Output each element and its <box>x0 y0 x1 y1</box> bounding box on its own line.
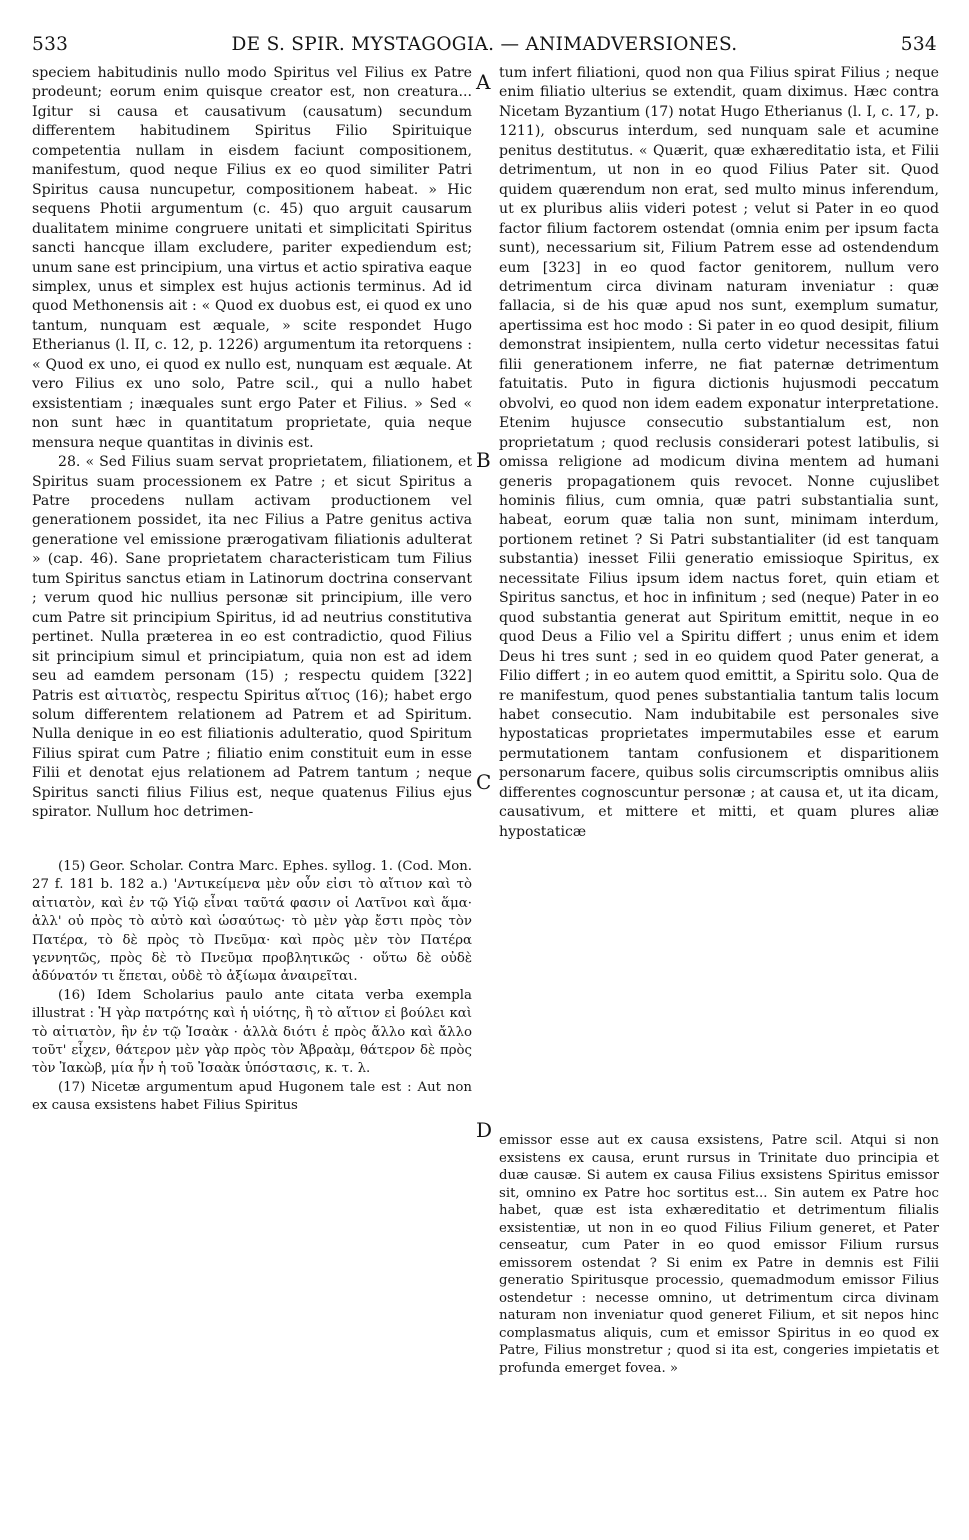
footnote-15: (15) Geor. Scholar. Contra Marc. Ephes. syllog. 1. (Cod. Mon. 27 f. 181 b. 182 a.) 'Αντικείμενα μὲν οὖν εἰσι τὸ αἴτιον καὶ τὸ αἰτιατὸν, καὶ ἐν τῷ Υἱῷ εἶναι ταῦτά φασιν οἱ Λατῖνοι καὶ ἅμα· ἀλλ' οὐ πρὸς τὸ αὐτὸ καὶ ὡσαύτως· τὸ μὲν γὰρ ἔστι πρὸς τὸν Πατέρα, τὸ δὲ πρὸς τὸ Πνεῦμα· καὶ πρὸς μὲν τὸν Πατέρα γεννητῶς, πρὸς δὲ τὸ Πνεῦμα προβλητικῶς · οὕτω δὲ οὐδὲ ἀδύνατόν τι ἕπεται, οὐδὲ τὸ ἀξίωμα ἀναιρεῖται. <box>32 859 472 985</box>
footnote-17: (17) Nicetæ argumentum apud Hugonem tale est : Aut non ex causa exsistens habet Filius Spiritus <box>32 1079 472 1114</box>
margin-marker-c: C <box>476 770 492 794</box>
running-header <box>32 34 937 60</box>
left-column <box>32 64 472 844</box>
footnotes-left <box>32 858 472 1526</box>
page-number-right: 534 <box>900 34 937 55</box>
right-paragraph-1: tum infert filiationi, quod non qua Filius spirat Filius ; neque enim filiatio ulterius se extendit, quam diximus. Hæc contra Nicetam Byzantium (17) notat Hugo Etherianus (l. I, c. 17, p. 1211), obscurus interdum, sed nunquam sale et acumine penitus destitutus. « Quærit, quæ exhæreditatio ista, et Filii detrimentum, ut non in eo quod Filius Pater sit. Quod quidem quærendum non erat, sed multo minus inferendum, ut ex pluribus aliis videri potest ; velut si Pater in eo quod factor filium factorem ostendat (omnia enim per ipsum facta sunt), necessarium sit, Filium Patrem esse ad ostendendum eum [323] in eo quod factor genitorem, nullum vero detrimentum circa divinam naturam inveniatur : quæ fallacia, si de his quæ apud nos sunt, exemplum sumatur, apertissima est hoc modo : Si pater in eo quod desipit, filium demonstrat insipientem, nulla certo videtur necessitas fatui filii generationem inferre, ne fiat paternæ detrimentum fatuitatis. Puto in figura dictionis hujusmodi peccatum obvolvi, eo quod non idem eadem exponatur interpretatione. Etenim hujusce consecutio substantialum est, non proprietatum ; quod reclusis considerari potest latibulis, si omissa religione ad modicum divina mentem ad humani generis propagationem quis revocet. Nonne cujuslibet hominis filius, cum omnia, quæ patri substantialia sunt, habeat, eorum quæ talia non sunt, minimam interdum, portionem retinet ? Si Patri substantialiter (id est tanquam substantia) inesset Filii generatio emissioque Spiritus, ex necessitate Filius ipsum idem nactus foret, quin etiam et Spiritus sanctus, et hoc in infinitum ; sed (neque) Pater in eo quod substantia generat aut Spiritum emittit, neque in eo quod Deus a Filio vel a Spiritu differt ; unus enim et idem Deus hi tres sunt ; sed in eo quidem quod Pater generat, a Filio differt ; in eo autem quod emittit, a Spiritu solo. Qua de re manifestum, quod penes substantialia tantum talis locum habet consecutio. Nam indubitabile est personales sive hypostaticas proprietates impermutabiles esse et earum permutationem tantam confusionem et disparitionem personarum facere, quibus solis circumscriptis omnibus aliis differentes cognoscuntur personæ ; at causa et, ut ita dicam, causativum, et mittere et mitti, et quam plures aliæ hypostaticæ <box>499 65 939 840</box>
margin-marker-d: D <box>476 1118 493 1142</box>
running-title: DE S. SPIR. MYSTAGOGIA. — ANIMADVERSIONES. <box>231 34 738 55</box>
margin-marker-b: B <box>476 448 491 472</box>
footnotes-right <box>499 1132 939 1524</box>
left-paragraph-1: speciem habitudinis nullo modo Spiritus vel Filius ex Patre prodeunt; eorum enim quisque creator est, non creatura... Igitur si causa et causativum (causatum) secundum differentem habitudinem Spiritus Filio Spirituique competentia nullam in eisdem faciunt compositionem, manifestum, quod neque Filius ex eo quod similiter Patri Spiritus causa nuncupetur, compositionem habeat. » Hic sequens Photii argumentum (c. 45) quo arguit causarum dualitatem minime congruere unitati et simplicitati Spiritus sancti hancque illam excludere, pariter expediendum est; unum sane est principium, una virtus et actio spirativa eaque simplex, unus et simplex est hujus actionis terminus. Ad id quod Methonensis ait : « Quod ex duobus est, ei quod ex uno tantum, nunquam est æquale, » scite respondet Hugo Etherianus (l. II, c. 12, p. 1226) argumentum ita retorquens : « Quod ex uno, ei quod ex nullo est, nunquam est æquale. At vero Filius ex uno solo, Patre scil., qui a nullo habet exsistentiam ; inæquales sunt ergo Pater et Filius. » Sed « non sunt hæc in quantitatum proprietate, quia neque mensura neque quantitas in divinis est. <box>32 65 472 451</box>
page-number-left: 533 <box>32 34 69 55</box>
footnote-16: (16) Idem Scholarius paulo ante citata verba exempla illustrat : Ἡ γὰρ πατρότης καὶ ἡ υἱότης, ἢ τὸ αἴτιον εἰ βούλει καὶ τὸ αἰτιατὸν, ἣν ἐν τῷ Ἰσαὰκ · ἀλλὰ διότι ἐ πρὸς ἄλλο καὶ ἄλλο τοῦτ' εἶχεν, θάτερον μὲν γὰρ πρὸς τὸν Ἀβραὰμ, θάτερον δὲ πρὸς τὸν Ἰακὼβ, μία ἦν ἡ τοῦ Ἰσαὰκ ὑπόστασις, κ. τ. λ. <box>32 987 472 1077</box>
footnote-17-continued: emissor esse aut ex causa exsistens, Patre scil. Atqui si non exsistens ex causa, erunt rursus in Trinitate duo principia et duæ causæ. Si autem ex causa Filius exsistens Spiritus emissor sit, omnino ex Patre hoc sortitus est... Sin autem ex Patre hoc habet, quæ est ista exhæreditatio et detrimentum filialis exsistentiæ, ut non in eo quod Filius Filium generet, et Pater censeatur, cum Pater in eo quod emissor Filium rursus emissorem ostendat ? Si enim ex Patre in demnis est Filii generatio Spiritusque processio, quemadmodum emissor Filius ostendetur : necesse omnino, ut detrimentum circa divinam naturam non inveniatur quod generet Filium, et sit nepos hinc complasmatus aliquis, cum et emissor Spiritus in eo quod ex Patre, Filius monstretur ; quod si ita est, congeries impietatis et profunda emerget fovea. » <box>499 1133 939 1376</box>
margin-marker-a: A <box>476 70 491 94</box>
left-paragraph-2: 28. « Sed Filius suam servat proprietatem, filiationem, et Spiritus suam processionem ex Patre ; et sicut Spiritus a Patre procedens nullam activam productionem vel generationem possidet, ita nec Filius a Patre genitus activa generatione vel emissione prærogativam filiationis adulterat » (cap. 46). Sane proprietatem characteristicam tum Filius tum Spiritus sanctus etiam in Latinorum doctrina conservant ; verum quod hic nullius personæ sit principium, ille vero cum Patre sit principium Spiritus, id ad neutrius constitutiva pertinet. Nulla præterea in eo est contradictio, quod Filius sit principium simul et principiatum, quia non est ad idem seu ad eamdem personam (15) ; respectu quidem [322] Patris est αἰτιατὸς, respectu Spiritus αἴτιος (16); habet ergo solum differentem relationem ad Patrem et ad Spiritum. Nulla denique in eo est filiationis adulteratio, quod Spiritum Filius spirat cum Patre ; filiatio enim constituit eum in esse Filii et denotat ejus relationem ad Patrem tantum ; neque Spiritus sancti filius Filius est, neque quatenus Filius ejus spirator. Nullum hoc detrimen- <box>32 454 472 821</box>
